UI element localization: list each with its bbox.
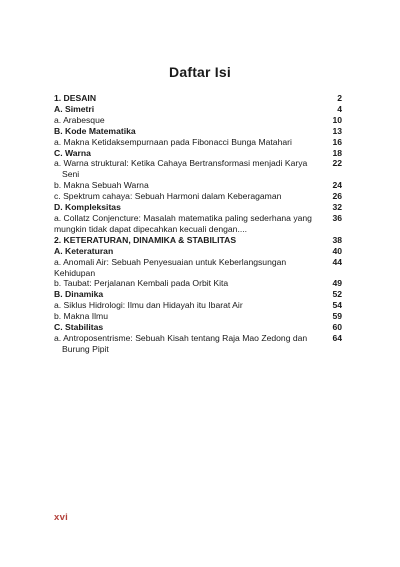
toc-entry-label: a. Makna Ketidaksempurnaan pada Fibonacci Bunga Matahari <box>54 136 292 147</box>
toc-entry-label: A. Simetri <box>54 103 95 114</box>
toc-entry-page: 54 <box>332 300 342 311</box>
toc-entry-page: 36 <box>332 212 342 223</box>
toc-entry[interactable] <box>54 104 342 115</box>
toc-entry-page: 26 <box>332 191 342 202</box>
toc-entry[interactable] <box>54 158 342 180</box>
toc-entry[interactable] <box>54 257 342 279</box>
toc-entry[interactable] <box>54 246 342 257</box>
toc-entry-page: 44 <box>332 256 342 267</box>
toc-entry-page: 24 <box>332 180 342 191</box>
toc-entry[interactable] <box>54 191 342 202</box>
toc-entry-page: 2 <box>337 93 342 103</box>
toc-entry-label: B. Kode Matematika <box>54 125 136 136</box>
toc-entry-page: 60 <box>332 322 342 333</box>
toc-entry[interactable] <box>54 289 342 300</box>
toc-entry-label: C. Stabilitas <box>54 322 104 333</box>
toc-entry-label: 2. KETERATURAN, DINAMIKA & STABILITAS <box>54 234 237 245</box>
page-number: xvi <box>54 512 69 523</box>
toc-entry-label: A. Keteraturan <box>54 245 114 256</box>
toc-entry-page: 38 <box>332 234 342 245</box>
toc-entry-label: a. Collatz Conjencture: Masalah matematika paling sederhana yang mungkin tidak dapat dipecahkan kecuali dengan.... <box>54 212 312 234</box>
toc-entry[interactable] <box>54 322 342 333</box>
toc-entry-label: b. Makna Ilmu <box>54 311 108 322</box>
toc-entry[interactable] <box>54 148 342 159</box>
toc-entry-label: a. Siklus Hidrologi: Ilmu dan Hidayah itu Ibarat Air <box>54 300 243 311</box>
toc-entry-page: 4 <box>337 103 342 114</box>
toc-entry[interactable] <box>54 278 342 289</box>
toc-entry-page: 22 <box>332 158 342 169</box>
toc-entry-label: b. Taubat: Perjalanan Kembali pada Orbit Kita <box>54 278 229 289</box>
toc-entry-label: a. Arabesque <box>54 114 105 125</box>
toc-entry-page: 49 <box>332 278 342 289</box>
toc-entry-label: B. Dinamika <box>54 289 104 300</box>
toc-entry-page: 40 <box>332 245 342 256</box>
toc-entry-page: 16 <box>332 136 342 147</box>
toc-entry-label: c. Spektrum cahaya: Sebuah Harmoni dalam Keberagaman <box>54 191 282 202</box>
toc-entry-page: 18 <box>332 147 342 158</box>
page-title: Daftar Isi <box>169 64 231 80</box>
toc-entry-label: a. Anomali Air: Sebuah Penyesuaian untuk Keberlangsungan Kehidupan <box>54 256 287 278</box>
toc-entry-label: C. Warna <box>54 147 91 158</box>
toc-entry[interactable] <box>54 300 342 311</box>
toc-entry[interactable] <box>54 180 342 191</box>
toc-entry-page: 64 <box>332 332 342 343</box>
toc-entry-page: 10 <box>332 114 342 125</box>
toc-entry[interactable] <box>54 213 342 235</box>
toc-entry[interactable] <box>54 202 342 213</box>
toc-entry-page: 13 <box>332 125 342 136</box>
toc-entry[interactable] <box>54 311 342 322</box>
toc-entry-label: a. Antroposentrisme: Sebuah Kisah tentang Raja Mao Zedong dan Burung Pipit <box>54 332 308 354</box>
toc-entry-page: 52 <box>332 289 342 300</box>
toc-entry-label: 1. DESAIN <box>54 93 97 103</box>
table-of-contents <box>54 93 342 355</box>
toc-entry[interactable] <box>54 126 342 137</box>
toc-entry[interactable] <box>54 115 342 126</box>
toc-entry[interactable] <box>54 333 342 355</box>
toc-entry-label: a. Warna struktural: Ketika Cahaya Bertransformasi menjadi Karya Seni <box>54 158 308 180</box>
toc-entry[interactable] <box>54 235 342 246</box>
toc-entry-page: 59 <box>332 311 342 322</box>
toc-entry-label: b. Makna Sebuah Warna <box>54 180 149 191</box>
toc-entry[interactable] <box>54 137 342 148</box>
toc-entry-page: 32 <box>332 202 342 213</box>
toc-entry-label: D. Kompleksitas <box>54 202 121 213</box>
toc-entry[interactable] <box>54 93 342 104</box>
